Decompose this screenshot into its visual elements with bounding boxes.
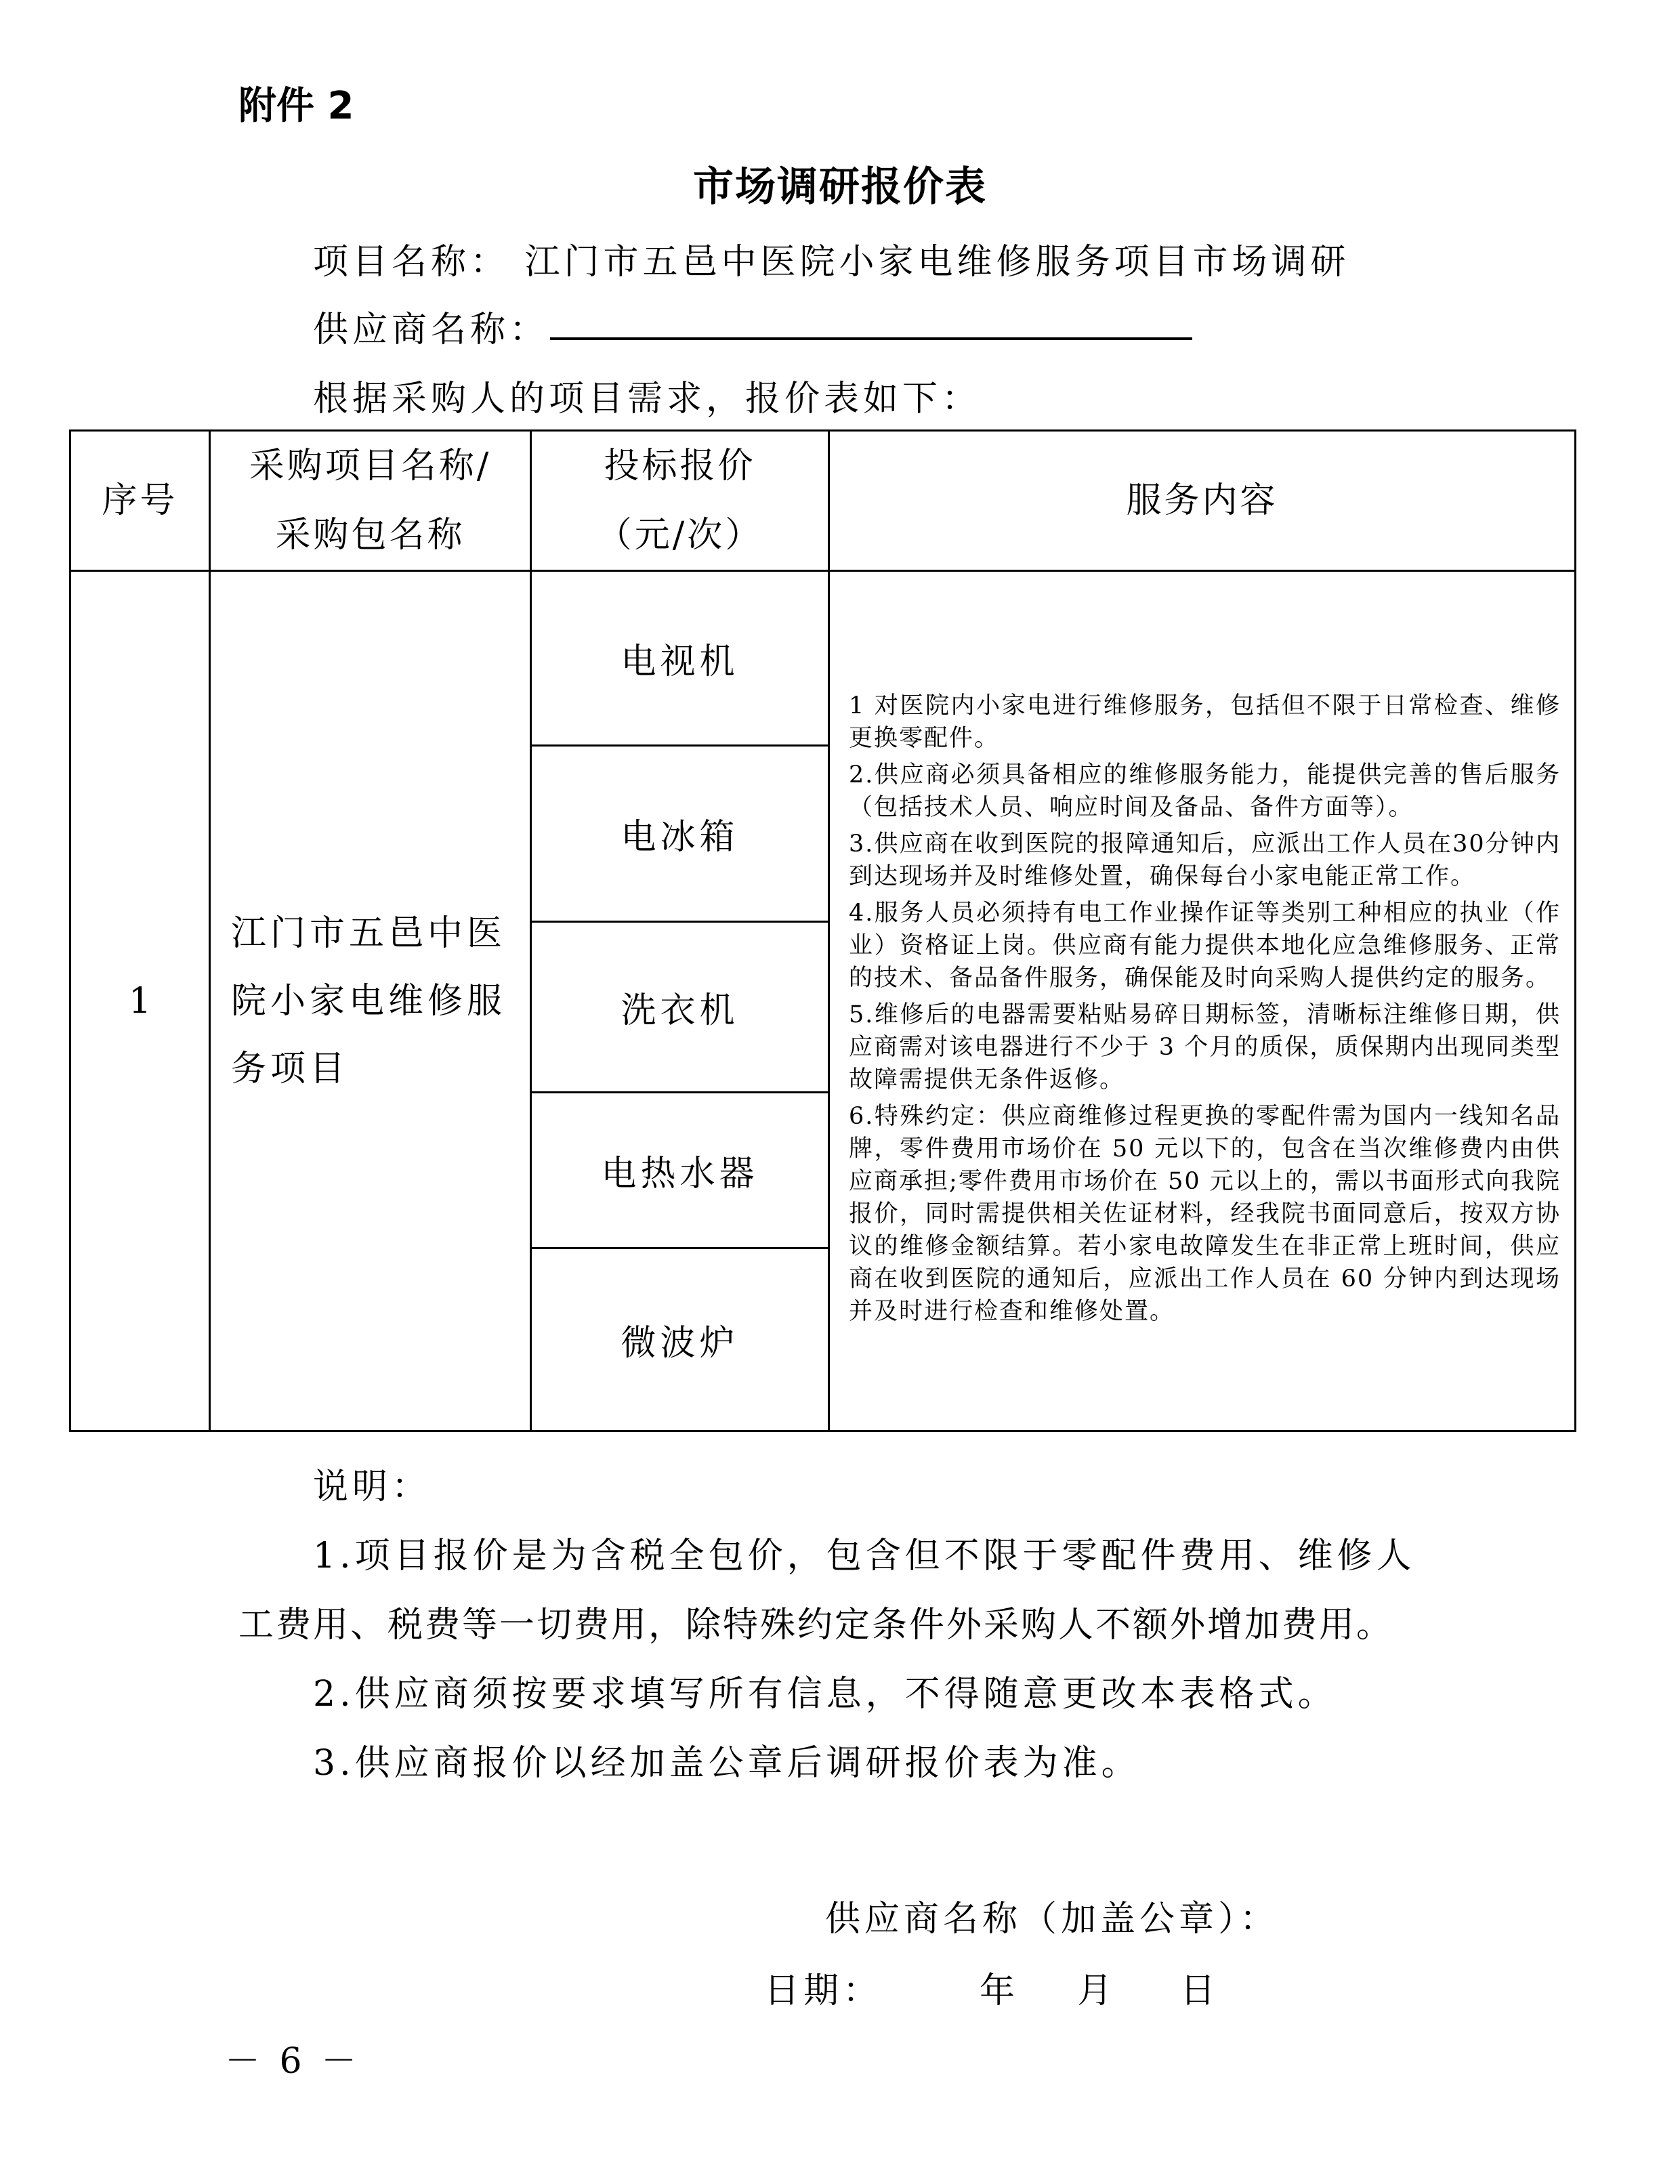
supplier-name-underline — [550, 337, 1192, 340]
attachment-label: 附件 2 — [238, 84, 354, 128]
header-price — [531, 431, 829, 571]
signature-date-label: 日期： — [764, 1971, 883, 2011]
service-item-5: 5.维修后的电器需要粘贴易碎日期标签，清晰标注维修日期，供应商需对该电器进行不少于 3 个月的质保，质保期内出现同类型故障需提供无条件返修。 — [849, 1001, 1561, 1093]
signature-month: 月 — [1077, 1971, 1117, 2011]
note-item3: 3.供应商报价以经加盖公章后调研报价表为准。 — [313, 1743, 1141, 1784]
header-price-line2: （元/次） — [596, 515, 763, 555]
item-tv: 电视机 — [531, 571, 829, 746]
header-service: 服务内容 — [829, 431, 1576, 571]
notes-heading: 说明： — [313, 1467, 432, 1507]
note-item2: 2.供应商须按要求填写所有信息，不得随意更改本表格式。 — [313, 1674, 1337, 1715]
header-project-line1: 采购项目名称/ — [249, 446, 492, 486]
service-item-4: 4.服务人员必须持有电工作业操作证等类别工种相应的执业（作业）资格证上岗。供应商有能力提供本地化应急维修服务、正常的技术、备品备件服务，确保能及时向采购人提供约定的服务。 — [849, 899, 1561, 992]
service-item-6: 6.特殊约定：供应商维修过程更换的零配件需为国内一线知名品牌，零件费用市场价在 50 元以下的，包含在当次维修费内由供应商承担;零件费用市场价在 50 元以上的，需以书面形式向我院报价，同时需提供相关佐证材料，经我院书面同意后，按双方协议的维修金额结算。若小家电故障发生在非正常上班时间，供应商在收到医院的通知后，应派出工作人员在 60 分钟内到达现场并及时进行检查和维修处置。 — [849, 1102, 1561, 1325]
header-seq: 序号 — [70, 431, 210, 571]
item-fridge: 电冰箱 — [531, 746, 829, 922]
service-item-3: 3.供应商在收到医院的报障通知后，应派出工作人员在30分钟内到达现场并及时维修处置，确保每台小家电能正常工作。 — [849, 830, 1561, 890]
service-content — [829, 571, 1576, 1431]
service-item-2: 2.供应商必须具备相应的维修服务能力，能提供完善的售后服务（包括技术人员、响应时间及备品、备件方面等）。 — [849, 761, 1561, 821]
header-price-line1: 投标报价 — [604, 446, 756, 486]
quote-table — [69, 429, 1576, 1432]
page-number: － 6 － — [225, 2041, 361, 2082]
note-item1-line1: 1.项目报价是为含税全包价，包含但不限于零配件费用、维修人 — [313, 1536, 1416, 1576]
intro-text: 根据采购人的项目需求，报价表如下： — [313, 379, 982, 419]
item-microwave: 微波炉 — [531, 1248, 829, 1431]
document-title: 市场调研报价表 — [693, 163, 987, 211]
item-washing-machine: 洗衣机 — [531, 922, 829, 1093]
item-water-heater: 电热水器 — [531, 1093, 829, 1248]
project-name-line: 项目名称： 江门市五邑中医院小家电维修服务项目市场调研 — [313, 242, 1350, 282]
signature-supplier: 供应商名称（加盖公章）： — [825, 1899, 1280, 1939]
service-item-1: 1 对医院内小家电进行维修服务，包括但不限于日常检查、维修更换零配件。 — [849, 692, 1561, 752]
header-project — [210, 431, 531, 571]
supplier-name-label: 供应商名称： — [313, 310, 549, 350]
row-project-name: 江门市五邑中医院小家电维修服务项目 — [210, 571, 531, 1431]
row-seq: 1 — [70, 571, 210, 1431]
signature-day: 日 — [1180, 1971, 1220, 2011]
header-project-line2: 采购包名称 — [275, 515, 465, 555]
note-item1-line2: 工费用、税费等一切费用，除特殊约定条件外采购人不额外增加费用。 — [238, 1605, 1394, 1645]
signature-year: 年 — [980, 1971, 1020, 2011]
